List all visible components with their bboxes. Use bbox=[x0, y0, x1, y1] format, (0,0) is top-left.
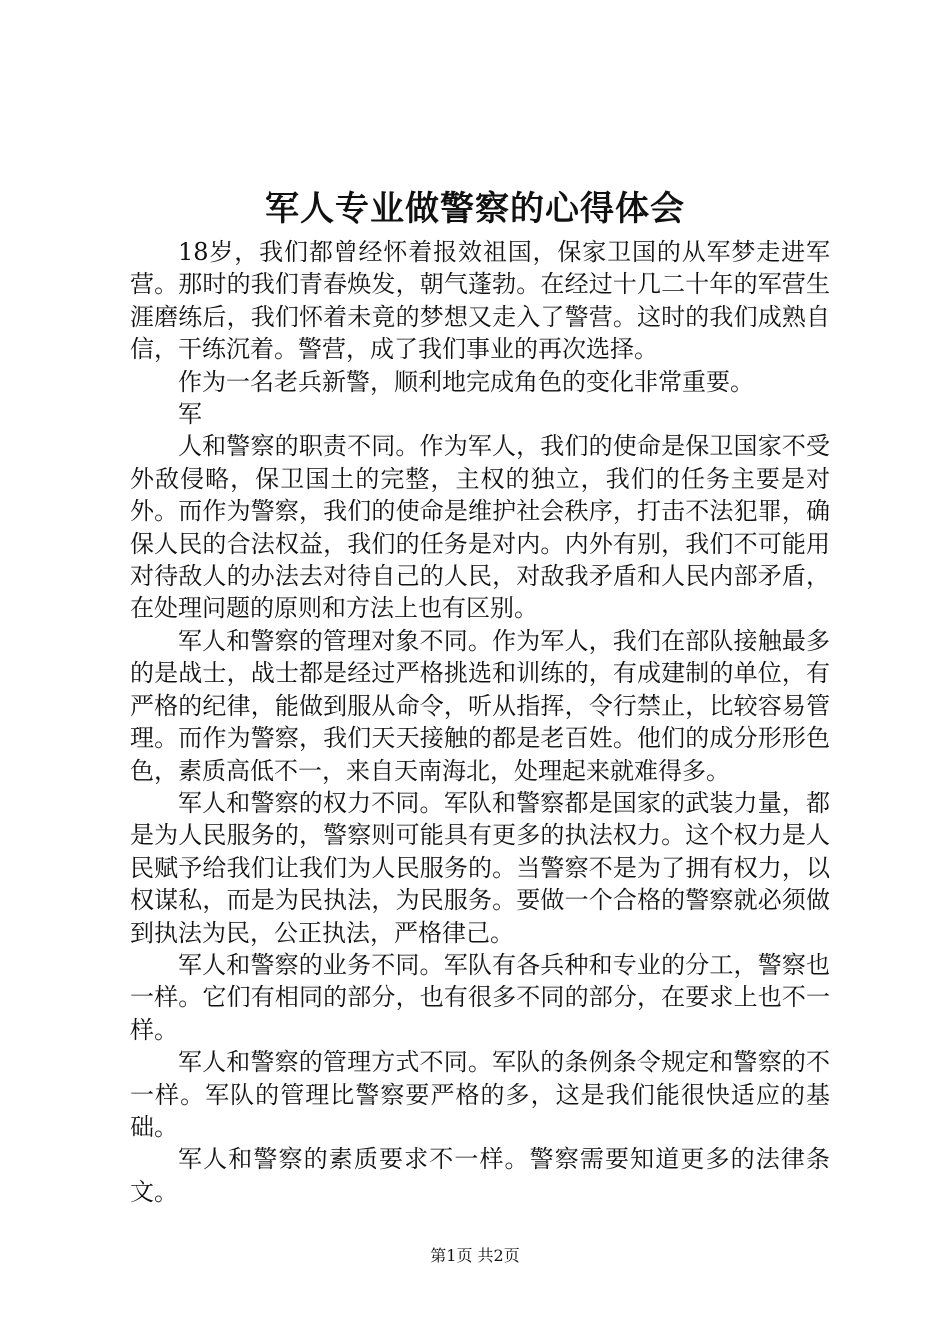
page-footer: 第1页 共2页 bbox=[430, 1246, 520, 1265]
document-title: 军人专业做警察的心得体会 bbox=[265, 189, 685, 229]
paragraph: 人和警察的职责不同。作为军人，我们的使命是保卫国家不受外敌侵略，保卫国土的完整，主权的独立，我们的任务主要是对外。而作为警察，我们的使命是维护社会秩序，打击不法犯罪，确保人民的合法权益，我们的任务是对内。内外有别，我们不可能用对待敌人的办法去对待自己的人民，对敌我矛盾和人民内部矛盾，在处理问题的原则和方法上也有区别。 bbox=[130, 432, 830, 623]
paragraph: 18岁，我们都曾经怀着报效祖国，保家卫国的从军梦走进军营。那时的我们青春焕发，朝气蓬勃。在经过十几二十年的军营生涯磨练后，我们怀着未竟的梦想又走入了警营。这时的我们成熟自信，干练沉着。警营，成了我们事业的再次选择。 bbox=[130, 238, 830, 364]
document-body bbox=[130, 236, 830, 1208]
paragraph: 军 bbox=[178, 400, 202, 429]
paragraph: 军人和警察的业务不同。军队有各兵种和专业的分工，警察也一样。它们有相同的部分，也有很多不同的部分，在要求上也不一样。 bbox=[130, 950, 830, 1044]
paragraph: 军人和警察的素质要求不一样。警察需要知道更多的法律条文。 bbox=[130, 1145, 830, 1206]
paragraph: 军人和警察的管理方式不同。军队的条例条令规定和警察的不一样。军队的管理比警察要严格的多，这是我们能很快适应的基础。 bbox=[130, 1048, 830, 1141]
paragraph: 军人和警察的管理对象不同。作为军人，我们在部队接触最多的是战士，战士都是经过严格挑选和训练的，有成建制的单位，有严格的纪律，能做到服从命令，听从指挥，令行禁止，比较容易管理。而作为警察，我们天天接触的都是老百姓。他们的成分形形色色，素质高低不一，来自天南海北，处理起来就难得多。 bbox=[130, 626, 830, 785]
paragraph: 军人和警察的权力不同。军队和警察都是国家的武装力量，都是为人民服务的，警察则可能具有更多的执法权力。这个权力是人民赋予给我们让我们为人民服务的。当警察不是为了拥有权力，以权谋私，而是为民执法，为民服务。要做一个合格的警察就必须做到执法为民，公正执法，严格律己。 bbox=[130, 788, 830, 947]
paragraph: 作为一名老兵新警，顺利地完成角色的变化非常重要。 bbox=[178, 367, 754, 396]
